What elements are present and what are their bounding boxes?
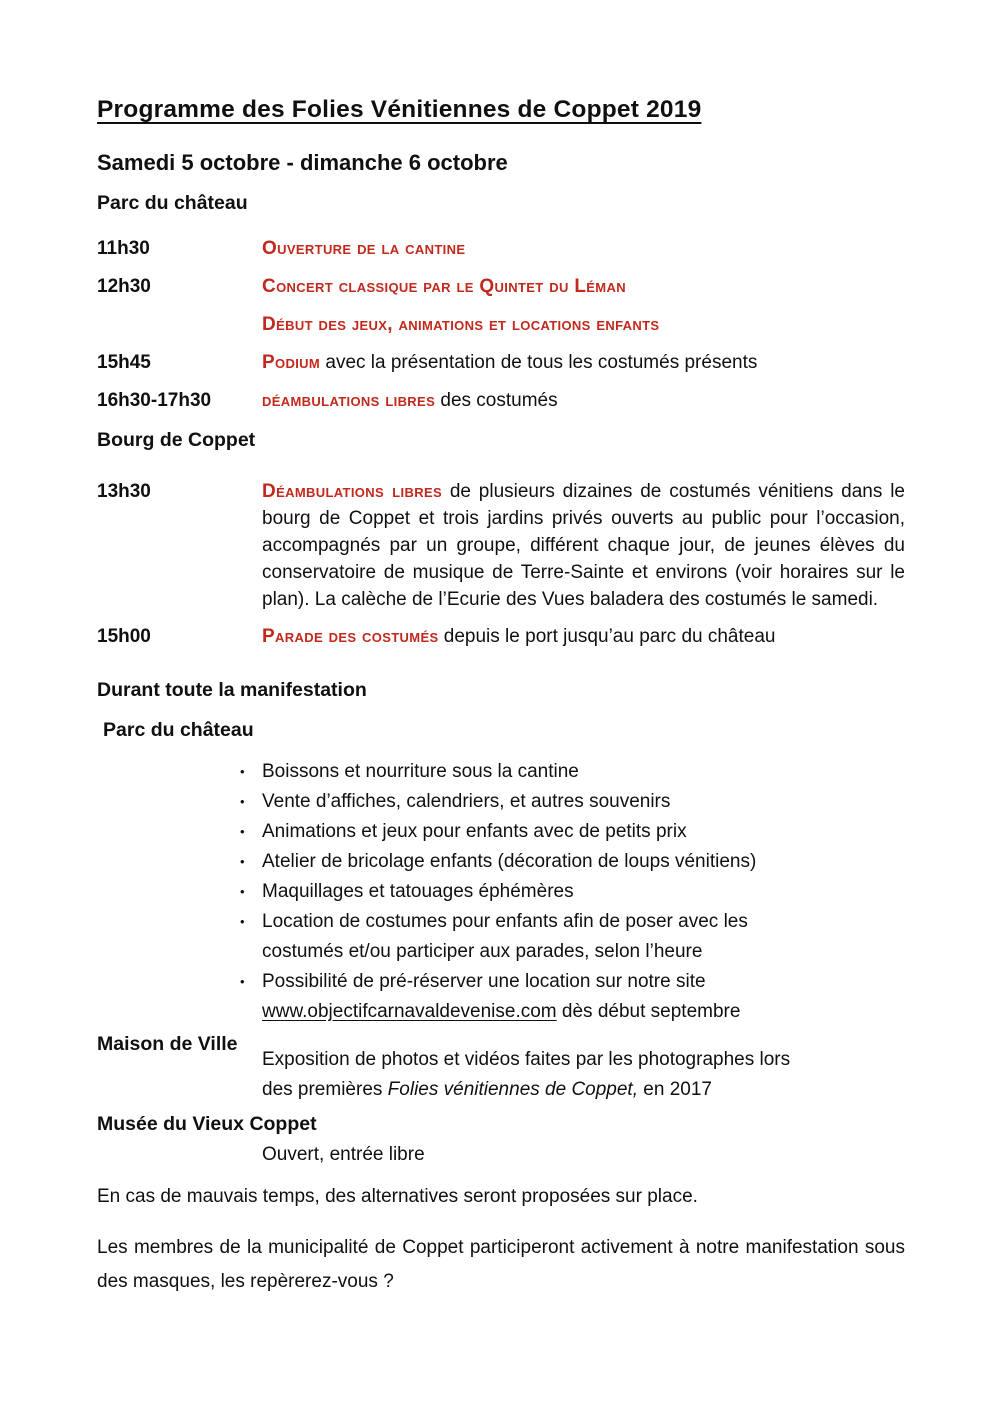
event-label: déambulations libres bbox=[262, 390, 436, 411]
schedule-row bbox=[97, 275, 905, 299]
website-link[interactable]: www.objectifcarnavaldevenise.com bbox=[262, 1001, 557, 1022]
schedule-row bbox=[97, 351, 905, 375]
venue-maison-de-ville bbox=[97, 1033, 905, 1105]
bullet-text: Animations et jeux pour enfants avec de petits prix bbox=[262, 821, 687, 842]
amenities-list bbox=[240, 757, 905, 1027]
time-label: 16h30-17h30 bbox=[97, 390, 212, 411]
section-heading-parc-du-chateau: Parc du château bbox=[97, 192, 248, 214]
event-description: de plusieurs dizaines de costumés vénitiens dans le bourg de Coppet et trois jardins privés ouverts au public pour l’occasion, accompagnés par un groupe, différent chaque jour, de jeunes élèves du conservatoire de musique de Terre-Sainte et environs (voir horaires sur le plan). La calèche de l’Ecurie des Vues baladera des costumés le samedi. bbox=[262, 481, 905, 610]
bullet-text: Boissons et nourriture sous la cantine bbox=[262, 761, 579, 782]
schedule-row bbox=[97, 389, 905, 413]
venue-line-2-pre: des premières bbox=[262, 1079, 388, 1100]
schedule-row bbox=[97, 625, 905, 649]
bullet-line-2-tail: dès début septembre bbox=[556, 1001, 741, 1022]
weather-note: En cas de mauvais temps, des alternatives seront proposées sur place. bbox=[97, 1186, 698, 1207]
bullet-icon: • bbox=[240, 764, 245, 779]
venue-heading-maison-de-ville: Maison de Ville bbox=[97, 1033, 238, 1055]
section-heading-during-event: Durant toute la manifestation bbox=[97, 679, 367, 701]
bullet-line-2: costumés et/ou participer aux parades, selon l’heure bbox=[262, 941, 703, 962]
schedule-row bbox=[97, 478, 905, 613]
venue-line-2-post: en 2017 bbox=[638, 1079, 712, 1100]
event-text bbox=[262, 313, 905, 337]
venue-line-1: Exposition de photos et vidéos faites par les photographes lors bbox=[262, 1049, 791, 1070]
list-item bbox=[240, 817, 905, 847]
section-heading-parc-du-chateau-2: Parc du château bbox=[103, 719, 254, 741]
list-item bbox=[240, 907, 905, 967]
event-text bbox=[262, 237, 905, 261]
event-label: Parade des costumés bbox=[262, 626, 439, 647]
list-item bbox=[240, 757, 905, 787]
bullet-text: Atelier de bricolage enfants (décoration de loups vénitiens) bbox=[262, 851, 757, 872]
bullet-line-1: Possibilité de pré-réserver une location sur notre site bbox=[262, 971, 706, 992]
bullet-icon: • bbox=[240, 854, 245, 869]
event-label: Podium bbox=[262, 352, 321, 373]
page-title-text: Programme des Folies Vénitiennes de Coppet 2019 bbox=[97, 96, 702, 123]
page-title bbox=[97, 96, 905, 124]
bullet-text bbox=[262, 967, 905, 1027]
time-label: 13h30 bbox=[97, 481, 151, 502]
list-item bbox=[240, 967, 905, 1027]
schedule-bourg bbox=[97, 478, 905, 649]
time-label: 12h30 bbox=[97, 276, 151, 297]
event-text bbox=[262, 625, 905, 649]
list-item bbox=[240, 877, 905, 907]
schedule-row bbox=[97, 237, 905, 261]
bullet-text bbox=[262, 907, 905, 967]
event-label: Déambulations libres bbox=[262, 481, 442, 502]
event-label: Ouverture de la cantine bbox=[262, 238, 466, 259]
bullet-icon: • bbox=[240, 974, 245, 989]
event-text bbox=[262, 275, 905, 299]
event-text bbox=[262, 351, 905, 375]
closing-paragraph: Les membres de la municipalité de Coppet participeront activement à notre manifestation sous des masques, les repèrerez-vous ? bbox=[97, 1237, 905, 1292]
event-label: Concert classique par le Quintet du Léman bbox=[262, 276, 626, 297]
time-label: 15h45 bbox=[97, 352, 151, 373]
bullet-line-1: Location de costumes pour enfants afin de poser avec les bbox=[262, 911, 748, 932]
event-description: depuis le port jusqu’au parc du château bbox=[438, 626, 776, 647]
bullet-icon: • bbox=[240, 794, 245, 809]
venue-description-musee: Ouvert, entrée libre bbox=[262, 1144, 425, 1165]
schedule-parc bbox=[97, 237, 905, 413]
event-text bbox=[262, 389, 905, 413]
event-description: avec la présentation de tous les costumés présents bbox=[320, 352, 758, 373]
bullet-icon: • bbox=[240, 914, 245, 929]
time-label bbox=[97, 313, 262, 337]
event-label: Début des jeux, animations et locations enfants bbox=[262, 314, 660, 335]
list-item bbox=[240, 847, 905, 877]
bullet-icon: • bbox=[240, 824, 245, 839]
bullet-text: Maquillages et tatouages éphémères bbox=[262, 881, 574, 902]
venue-heading-musee-du-vieux-coppet: Musée du Vieux Coppet bbox=[97, 1113, 317, 1135]
event-description: des costumés bbox=[435, 390, 558, 411]
event-name-italic: Folies vénitiennes de Coppet, bbox=[387, 1079, 638, 1100]
event-text bbox=[262, 478, 905, 613]
venue-description bbox=[262, 1045, 905, 1105]
section-heading-bourg-de-coppet: Bourg de Coppet bbox=[97, 429, 256, 451]
bullet-icon: • bbox=[240, 884, 245, 899]
date-subtitle: Samedi 5 octobre - dimanche 6 octobre bbox=[97, 150, 508, 175]
list-item bbox=[240, 787, 905, 817]
time-label: 15h00 bbox=[97, 626, 151, 647]
bullet-text: Vente d’affiches, calendriers, et autres souvenirs bbox=[262, 791, 671, 812]
schedule-row bbox=[97, 313, 905, 337]
time-label: 11h30 bbox=[97, 238, 150, 259]
